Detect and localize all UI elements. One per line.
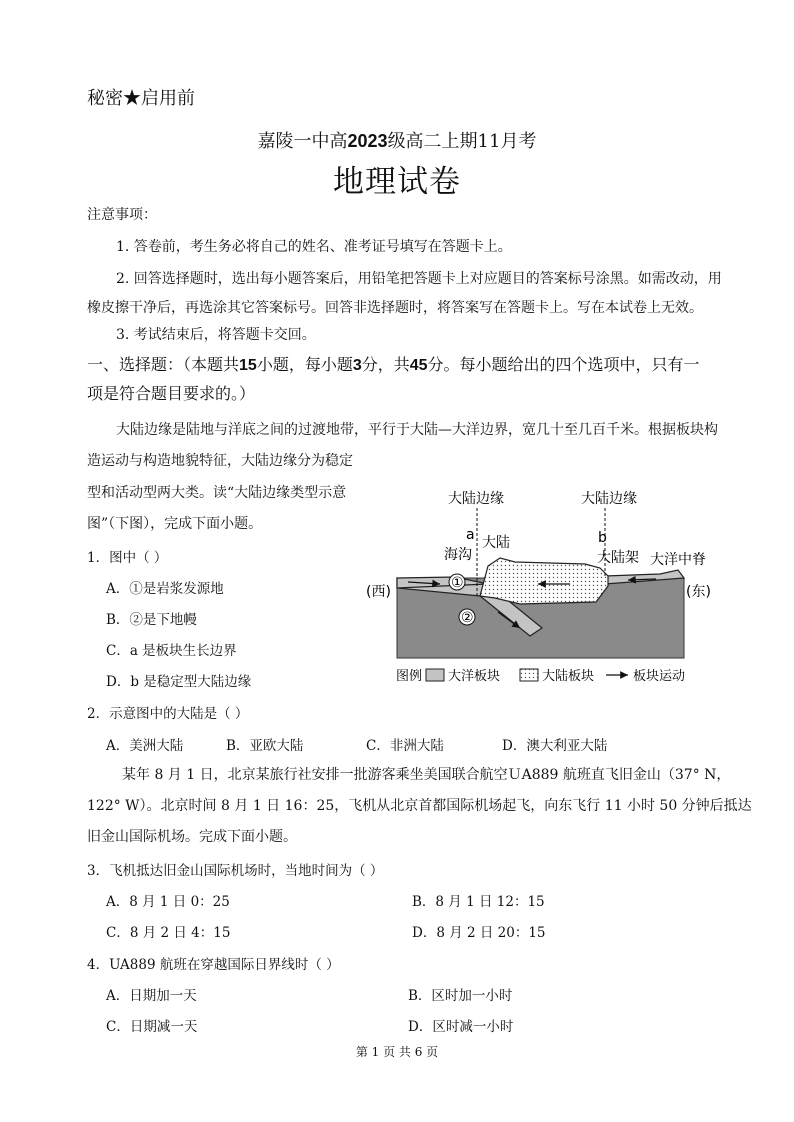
q1-option-a: A．①是岩浆发源地 — [106, 581, 224, 597]
label-shelf: 大陆架 — [597, 550, 639, 566]
school-year: 2023 — [347, 131, 388, 151]
label-continent: 大陆 — [482, 535, 510, 551]
q1-option-c: C．a 是板块生长边界 — [106, 643, 237, 659]
label-margin-right: 大陆边缘 — [581, 491, 637, 507]
passage1-line2: 造运动与构造地貌特征，大陆边缘分为稳定 — [87, 453, 353, 469]
school-name: 嘉陵一中高 — [257, 131, 348, 152]
passage1-line4: 图”（下图），完成下面小题。 — [87, 516, 263, 532]
passage1-line3: 型和活动型两大类。读“大陆边缘类型示意 — [87, 485, 347, 501]
passage2-line1: 某年 8 月 1 日，北京某旅行社安排一批游客乘坐美国联合航空ＵA889 航班直飞旧金山（37° N， — [122, 767, 731, 783]
label-a: a — [466, 527, 475, 543]
q1-option-b: B．②是下地幔 — [106, 612, 197, 628]
q4-option-d: D．区时减一小时 — [408, 1019, 514, 1035]
continental-margin-diagram — [360, 480, 711, 690]
section-heading-cont: 项是符合题目要求的。） — [87, 384, 256, 403]
legend-continent: 大陆板块 — [542, 669, 595, 684]
page-footer: 第 1 页 共 6 页 — [355, 1045, 439, 1059]
passage2-line3: 旧金山国际机场。完成下面小题。 — [87, 829, 297, 845]
q2-option-a: A．美洲大陆 — [106, 738, 184, 754]
label-west: (西) — [366, 584, 391, 600]
label-b: b — [598, 530, 607, 546]
q1-option-d: D．b 是稳定型大陆边缘 — [106, 674, 252, 690]
legend-motion: 板块运动 — [633, 669, 686, 684]
q2-option-d: D．澳大利亚大陆 — [502, 738, 608, 754]
q3-stem: 3．飞机抵达旧金山国际机场时，当地时间为（ ） — [87, 863, 384, 879]
notice-heading: 注意事项： — [87, 207, 157, 223]
notice-item-2: 2. 回答选择题时，选出每小题答案后，用铅笔把答题卡上对应题目的答案标号涂黑。如需改动，用 — [116, 271, 722, 287]
label-ridge: 大洋中脊 — [650, 552, 706, 568]
legend-continent-swatch — [520, 669, 538, 681]
q3-option-c: C．8 月 2 日 4：15 — [106, 925, 231, 941]
label-marker-1: ① — [451, 575, 464, 591]
notice-item-2-cont: 橡皮擦干净后，再选涂其它答案标号。回答非选择题时，将答案写在答题卡上。写在本试卷上无效。 — [87, 300, 703, 316]
legend-title: 图例 — [396, 669, 423, 684]
continental-plate — [480, 558, 608, 604]
q2-stem: 2．示意图中的大陆是（ ） — [87, 706, 249, 722]
q1-stem: 1．图中（ ） — [87, 550, 168, 566]
q4-option-a: A．日期加一天 — [106, 988, 197, 1004]
q4-stem: 4．UA889 航班在穿越国际日界线时（ ） — [87, 957, 340, 973]
label-east: (东) — [686, 584, 711, 600]
exam-name: 级高二上期11月考 — [387, 131, 537, 152]
q3-option-d: D．8 月 2 日 20：15 — [412, 925, 546, 941]
q3-option-a: A．8 月 1 日 0：25 — [106, 894, 230, 910]
page-title: 地理试卷 — [333, 164, 461, 200]
label-margin-left: 大陆边缘 — [448, 491, 504, 507]
exam-school-line — [0, 127, 794, 153]
q2-option-c: C．非洲大陆 — [366, 738, 444, 754]
label-marker-2: ② — [461, 610, 474, 626]
q2-option-b: B．亚欧大陆 — [226, 738, 304, 754]
q4-option-c: C．日期减一天 — [106, 1019, 198, 1035]
q4-option-b: B．区时加一小时 — [408, 988, 513, 1004]
legend-ocean-swatch — [426, 669, 444, 681]
notice-item-3: 3. 考试结束后，将答题卡交回。 — [116, 327, 316, 343]
legend-ocean: 大洋板块 — [448, 669, 501, 684]
q3-option-b: B．8 月 1 日 12：15 — [412, 894, 545, 910]
passage2-line2: 122° W）。北京时间 8 月 1 日 16：25，飞机从北京首都国际机场起飞，向东飞行 11 小时 50 分钟后抵达 — [87, 798, 752, 814]
confidential-label: 秘密★启用前 — [87, 88, 195, 109]
section-heading: 一、选择题：（本题共15小题，每小题3分，共45分。每小题给出的四个选项中，只有一 — [87, 355, 700, 374]
notice-item-1: 1. 答卷前，考生务必将自己的姓名、准考证号填写在答题卡上。 — [116, 239, 512, 255]
label-trench: 海沟 — [444, 547, 472, 563]
passage1-line1: 大陆边缘是陆地与洋底之间的过渡地带，平行于大陆—大洋边界，宽几十至几百千米。根据板块构 — [116, 422, 718, 438]
